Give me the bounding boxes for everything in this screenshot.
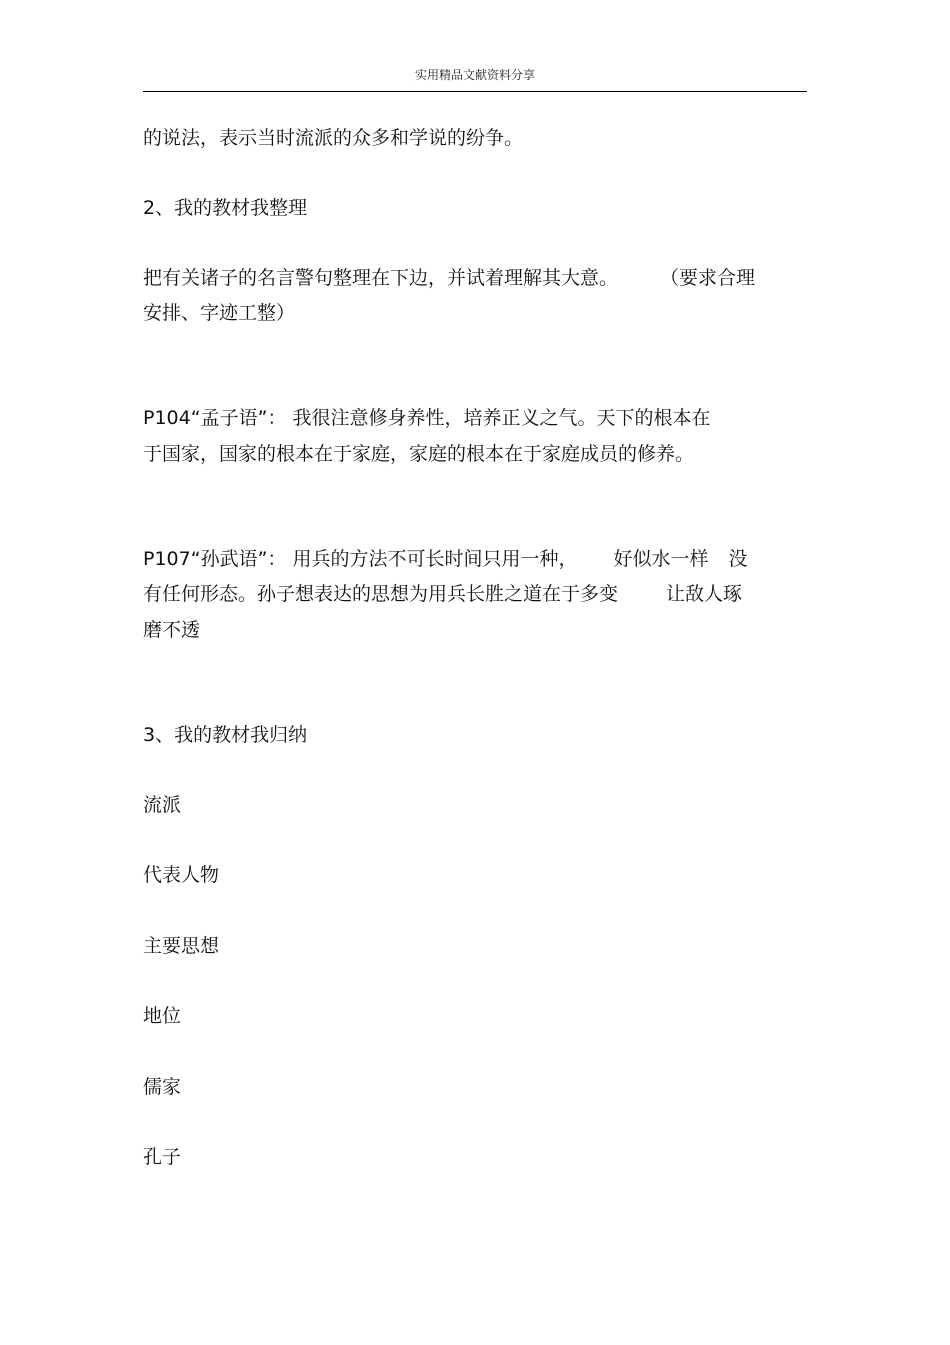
quote-mencius-line2: 于国家，国家的根本在于家庭，家庭的根本在于家庭成员的修养。 (143, 443, 695, 465)
quote-sunwu-line3: 磨不透 (143, 619, 201, 641)
quote-mencius-line1: P104“孟子语”： 我很注意修身养性，培养正义之气。天下的根本在 (143, 407, 711, 429)
summary-item-main-idea: 主要思想 (143, 935, 220, 957)
quote-sunwu-part-b: 好似水一样 (613, 548, 709, 570)
intro-tail-text: 的说法，表示当时流派的众多和学说的纷争。 (143, 127, 524, 149)
quote-sunwu-part-a: P107“孙武语”： 用兵的方法不可长时间只用一种， (143, 548, 578, 570)
quote-sunwu-part-e: 让敌人琢 (666, 583, 743, 605)
summary-item-confucius: 孔子 (143, 1146, 182, 1168)
summary-item-confucianism: 儒家 (143, 1076, 182, 1098)
summary-item-representative: 代表人物 (143, 864, 220, 886)
section2-instruction-line1 (143, 266, 755, 290)
quote-sunwu-part-d: 有任何形态。孙子想表达的思想为用兵长胜之道在于多变 (143, 583, 619, 605)
section3-heading: 3、我的教材我归纳 (143, 724, 308, 746)
quote-sunwu-line2 (143, 582, 742, 606)
instruction-requirement: （要求合理 (660, 267, 756, 289)
section2-instruction-line2: 安排、字迹工整） (143, 302, 296, 324)
summary-item-school: 流派 (143, 794, 182, 816)
section2-heading: 2、我的教材我整理 (143, 197, 308, 219)
summary-item-status: 地位 (143, 1005, 182, 1027)
header-divider (143, 91, 807, 92)
quote-sunwu-part-c: 没 (728, 548, 748, 570)
instruction-text: 把有关诸子的名言警句整理在下边，并试着理解其大意。 (143, 267, 619, 289)
quote-sunwu-line1 (143, 547, 747, 571)
page-header: 实用精品文献资料分享 (414, 68, 535, 82)
